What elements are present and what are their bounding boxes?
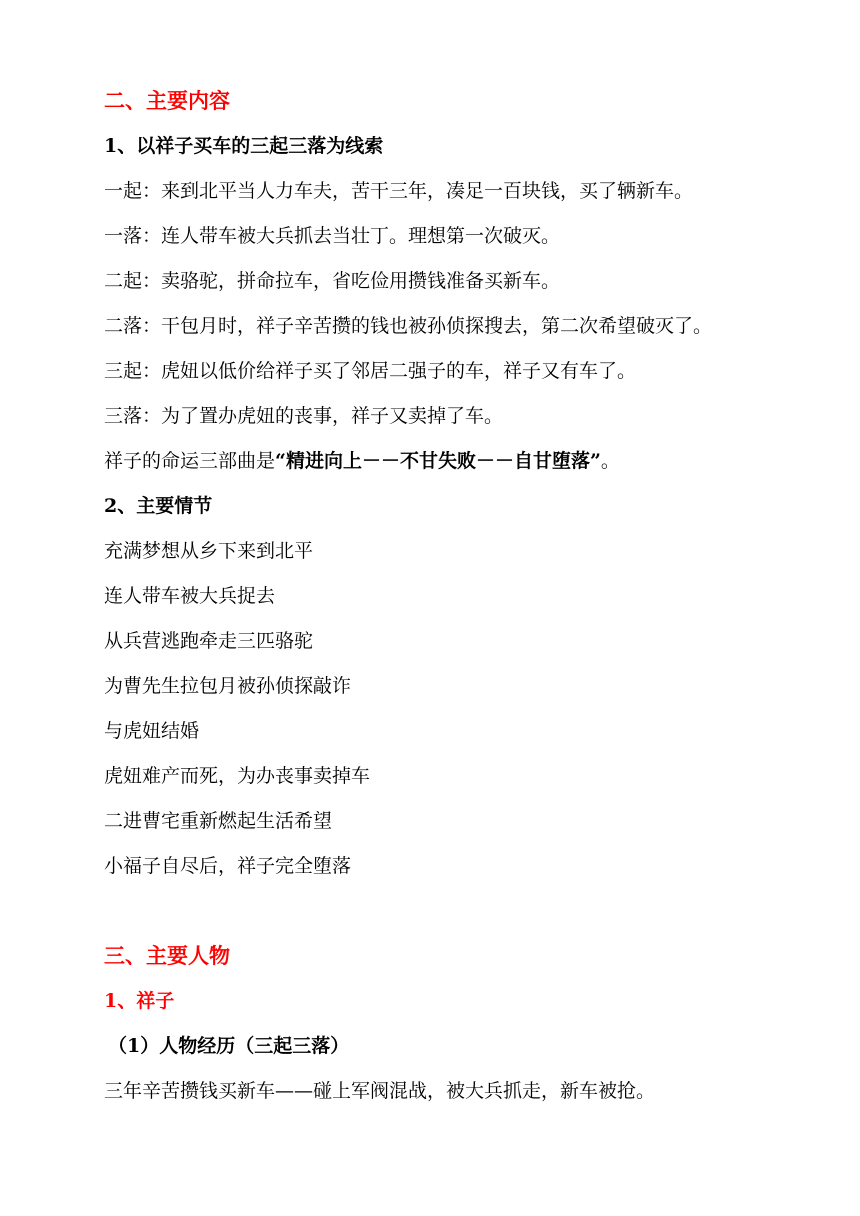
plot-item: 虎妞难产而死，为办丧事卖掉车 xyxy=(104,765,371,787)
text-line-rise-2: 二起：卖骆驼，拼命拉车，省吃俭用攒钱准备买新车。 xyxy=(104,270,561,292)
section-heading-main-characters: 三、主要人物 xyxy=(104,943,230,968)
subheading-xiangzi: 1、祥子 xyxy=(104,990,175,1012)
plot-item: 为曹先生拉包月被孙侦探敲诈 xyxy=(104,675,352,697)
plot-item: 连人带车被大兵捉去 xyxy=(104,585,276,607)
text-line-rise-1: 一起：来到北平当人力车夫，苦干三年，凑足一百块钱，买了辆新车。 xyxy=(104,180,694,202)
plot-item: 与虎妞结婚 xyxy=(104,720,200,742)
fate-summary-suffix: 。 xyxy=(600,450,620,472)
fate-summary-line xyxy=(104,449,620,473)
plot-item: 充满梦想从乡下来到北平 xyxy=(104,540,314,562)
fate-summary-prefix: 祥子的命运三部曲是 xyxy=(104,450,276,472)
text-line-rise-3: 三起：虎妞以低价给祥子买了邻居二强子的车，祥子又有车了。 xyxy=(104,360,637,382)
plot-item: 从兵营逃跑牵走三匹骆驼 xyxy=(104,630,314,652)
item-title-experience: （1）人物经历（三起三落） xyxy=(108,1035,350,1057)
plot-item: 二进曹宅重新燃起生活希望 xyxy=(104,810,333,832)
fate-summary-trilogy: “精进向上－－不甘失败－－自甘堕落” xyxy=(275,450,601,472)
subheading-three-rises-three-falls: 1、以祥子买车的三起三落为线索 xyxy=(104,135,384,157)
plot-item: 小福子自尽后，祥子完全堕落 xyxy=(104,855,352,877)
subheading-main-plot: 2、主要情节 xyxy=(104,495,213,517)
text-line-fall-2: 二落：干包月时，祥子辛苦攒的钱也被孙侦探搜去，第二次希望破灭了。 xyxy=(104,315,713,337)
text-line-fall-3: 三落：为了置办虎妞的丧事，祥子又卖掉了车。 xyxy=(104,405,504,427)
text-line-experience-1: 三年辛苦攒钱买新车——碰上军阀混战，被大兵抓走，新车被抢。 xyxy=(104,1080,656,1102)
section-heading-main-content: 二、主要内容 xyxy=(104,88,230,113)
text-line-fall-1: 一落：连人带车被大兵抓去当壮丁。理想第一次破灭。 xyxy=(104,225,561,247)
